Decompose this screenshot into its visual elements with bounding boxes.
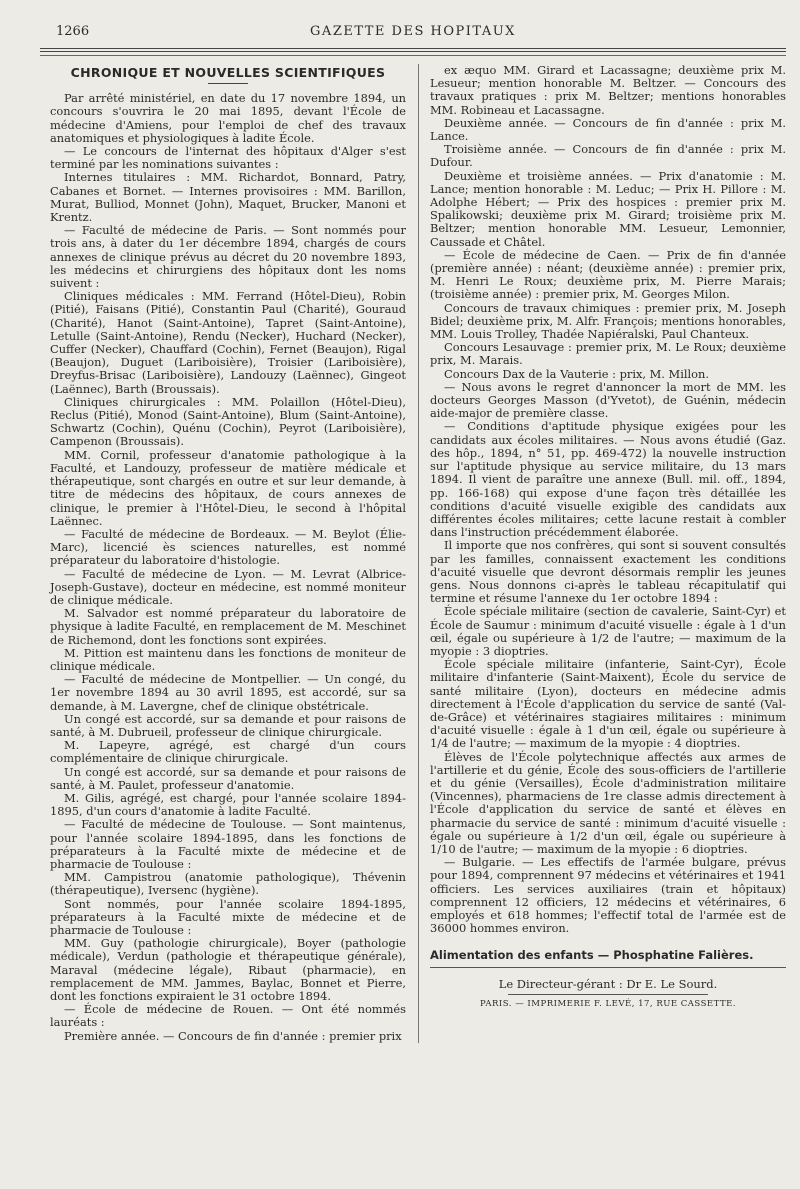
paragraph: Par arrêté ministériel, en date du 17 novembre 1894, un concours s'ouvrira le 20 mai 1895, devant l'École de médecine d'Amiens, pour l'emploi de chef des travaux anatomiques et physiologiques à ladite École. xyxy=(50,91,406,145)
paragraph: Troisième année. — Concours de fin d'année : prix M. Dufour. xyxy=(430,142,786,170)
paragraph: Deuxième et troisième années. — Prix d'anatomie : M. Lance; mention honorable : M. Leduc; — Prix H. Pillore : M. Adolphe Hébert; — Prix des hospices : premier prix M. Spalikowski; deuxième prix M. Girard; troisième prix M. Beltzer; mention honorable MM. Lesueur, Lemonnier, Caussade et Châtel. xyxy=(430,168,786,249)
paragraph: Un congé est accordé, sur sa demande et pour raisons de santé, à M. Paulet, professeur d'anatomie. xyxy=(50,764,406,792)
paragraph: — Faculté de médecine de Bordeaux. — M. Beylot (Élie-Marc), licencié ès sciences naturelles, est nommé préparateur du laboratoire d'histologie. xyxy=(50,526,406,568)
header-rule xyxy=(40,55,786,56)
two-column-body xyxy=(40,64,786,1043)
paragraph: — Nous avons le regret d'annoncer la mort de MM. les docteurs Georges Masson (d'Yvetot), de Guénin, médecin aide-major de première classe. xyxy=(430,379,786,421)
right-column xyxy=(430,64,786,1043)
paragraph: — École de médecine de Caen. — Prix de fin d'année (première année) : néant; (deuxième année) : premier prix, M. Henri Le Roux; deuxième prix, M. Pierre Marais; (troisième année) : premier prix, M. Georges Milon. xyxy=(430,247,786,302)
paragraph: M. Pittion est maintenu dans les fonctions de moniteur de clinique médicale. xyxy=(50,645,406,673)
column-divider xyxy=(418,64,419,1043)
signature: Le Directeur-gérant : Dr E. Le Sourd. xyxy=(498,976,718,991)
paragraph: Deuxième année. — Concours de fin d'année : prix M. Lance. xyxy=(430,115,786,144)
paragraph: Cliniques chirurgicales : MM. Polaillon (Hôtel-Dieu), Reclus (Pitié), Monod (Saint-Antoine), Blum (Saint-Antoine), Schwartz (Cochin), Quénu (Cochin), Peyrot (Lariboisière), Campenon (Broussais). xyxy=(50,394,406,449)
header-double-rule xyxy=(40,48,786,52)
left-paragraphs xyxy=(50,92,406,1043)
paragraph: — Faculté de médecine de Lyon. — M. Levrat (Albrice-Joseph-Gustave), docteur en médecine, est nommé moniteur de clinique médicale. xyxy=(50,566,406,607)
right-paragraphs xyxy=(430,64,786,935)
paragraph: — Bulgarie. — Les effectifs de l'armée bulgare, prévus pour 1894, comprennent 97 médecins et vétérinaires et 1941 officiers. Les services auxiliaires (train et hôpitaux) comprennent 12 officiers, 12 médecins et vétérinaires, 6 employés et 618 hommes; l'effectif total de l'armée est de 36000 hommes environ. xyxy=(430,855,786,936)
imprint: PARIS. — IMPRIMERIE F. LEVÉ, 17, RUE CASSETTE. xyxy=(479,998,737,1009)
paragraph: — École de médecine de Rouen. — Ont été nommés lauréats : xyxy=(50,1002,406,1030)
left-column xyxy=(50,64,406,1043)
paragraph: Élèves de l'École polytechnique affectés aux armes de l'artillerie et du génie, École des sous-officiers de l'artillerie et du génie (Versailles), École d'administration militaire (Vincennes), pharmaciens de 1re classe admis directement à l'École d'application du service de santé et élèves en pharmacie du service de santé : minimum d'acuité visuelle : égale ou supérieure à 1/2 d'un œil, égale ou supérieure à 1/10 de l'autre; — maximum de la myopie : 6 dioptries. xyxy=(430,749,786,856)
paragraph: Première année. — Concours de fin d'année : premier prix xyxy=(64,1028,402,1043)
paragraph: Concours de travaux chimiques : premier prix, M. Joseph Bidel; deuxième prix, M. Alfr. François; mentions honorables, MM. Louis Trolley, Thadée Napiéralski, Paul Chanteux. xyxy=(430,300,786,342)
paragraph: M. Lapeyre, agrégé, est chargé d'un cours complémentaire de clinique chirurgicale. xyxy=(50,738,406,766)
paragraph: ex æquo MM. Girard et Lacassagne; deuxième prix M. Lesueur; mention honorable M. Beltzer. — Concours des travaux pratiques : prix M. Beltzer; mentions honorables MM. Robineau et Lacassagne. xyxy=(430,63,786,117)
title-rule xyxy=(208,83,248,84)
paragraph: M. Salvador est nommé préparateur du laboratoire de physique à ladite Faculté, en remplacement de M. Meschinet de Richemond, dont les fonctions sont expirées. xyxy=(50,606,406,647)
imprint-rule xyxy=(508,994,708,995)
advertisement-rule xyxy=(430,967,786,968)
paragraph: M. Gilis, agrégé, est chargé, pour l'année scolaire 1894-1895, d'un cours d'anatomie à ladite Faculté. xyxy=(50,790,406,819)
paragraph: École spéciale militaire (infanterie, Saint-Cyr), École militaire d'infanterie (Saint-Maixent), École du service de santé militaire (Lyon), docteurs en médecine admis directement à l'École d'application du service de santé (Val-de-Grâce) et vétérinaires stagiaires militaires : minimum d'acuité visuelle : égale à 1 d'un œil, égale ou supérieure à 1/4 de l'autre; — maximum de la myopie : 4 dioptries. xyxy=(430,657,786,751)
paragraph: — Faculté de médecine de Toulouse. — Sont maintenus, pour l'année scolaire 1894-1895, dans les fonctions de préparateurs à la Faculté mixte de médecine et de pharmacie de Toulouse : xyxy=(50,817,406,871)
paragraph: Concours Dax de la Vauterie : prix, M. Millon. xyxy=(444,366,709,381)
paragraph: MM. Campistrou (anatomie pathologique), Thévenin (thérapeutique), Iversenc (hygiène). xyxy=(50,870,406,898)
paragraph: École spéciale militaire (section de cavalerie, Saint-Cyr) et École de Saumur : minimum d'acuité visuelle : égale à 1 d'un œil, égale ou supérieure à 1/2 de l'autre; — maximum de la myopie : 3 dioptries. xyxy=(430,604,786,658)
paragraph: Sont nommés, pour l'année scolaire 1894-1895, préparateurs à la Faculté mixte de médecine et de pharmacie de Toulouse : xyxy=(50,896,406,937)
running-head: GAZETTE DES HOPITAUX xyxy=(310,24,516,39)
paragraph: MM. Cornil, professeur d'anatomie pathologique à la Faculté, et Landouzy, professeur de matière médicale et thérapeutique, sont chargés en outre et sur leur demande, à titre de médecins des hôpitaux, de cours annexes de clinique, le premier à l'Hôtel-Dieu, le second à l'hôpital Laënnec. xyxy=(50,447,406,528)
paragraph: Un congé est accordé, sur sa demande et pour raisons de santé, à M. Dubrueil, professeur de clinique chirurgicale. xyxy=(50,711,406,739)
page-number: 1266 xyxy=(56,24,90,39)
paragraph: Il importe que nos confrères, qui sont si souvent consultés par les familles, connaissent exactement les conditions d'acuité visuelle que devront désormais remplir les jeunes gens. Nous donnons ci-après le tableau récapitulatif qui termine et résume l'annexe du 1er octobre 1894 : xyxy=(430,538,786,606)
advertisement-title: Alimentation des enfants — Phosphatine Falières. xyxy=(430,948,754,963)
page-header xyxy=(40,20,786,42)
paragraph: Internes titulaires : MM. Richardot, Bonnard, Patry, Cabanes et Bornet. — Internes provisoires : MM. Barillon, Murat, Bulliod, Monnet (John), Maquet, Brucker, Manoni et Krentz. xyxy=(50,170,406,225)
paragraph: — Conditions d'aptitude physique exigées pour les candidats aux écoles militaires. — Nous avons étudié (Gaz. des hôp., 1894, n° 51, pp. 469-472) la nouvelle instruction sur l'aptitude physique au service militaire, du 13 mars 1894. Il vient de paraître une annexe (Bull. mil. off., 1894, pp. 166-168) qui expose d'une façon très détaillée les conditions d'acuité visuelle exigible des candidats aux différentes écoles militaires; cette lacune restait à combler dans l'instruction précédemment élaborée. xyxy=(430,419,786,540)
paragraph: — Faculté de médecine de Montpellier. — Un congé, du 1er novembre 1894 au 30 avril 1895, est accordé, sur sa demande, à M. Lavergne, chef de clinique obstétricale. xyxy=(50,672,406,713)
paragraph: Cliniques médicales : MM. Ferrand (Hôtel-Dieu), Robin (Pitié), Faisans (Pitié), Constantin Paul (Charité), Gouraud (Charité), Hanot (Saint-Antoine), Tapret (Saint-Antoine), Letulle (Saint-Antoine), Rendu (Necker), Huchard (Necker), Cuffer (Necker), Chauffard (Cochin), Fernet (Beaujon), Rigal (Beaujon), Duguet (Lariboisière), Troisier (Lariboisière), Dreyfus-Brisac (Lariboisière), Landouzy (Laënnec), Gingeot (Laënnec), Barth (Broussais). xyxy=(50,289,406,396)
section-title: CHRONIQUE ET NOUVELLES SCIENTIFIQUES xyxy=(70,65,386,80)
paragraph: MM. Guy (pathologie chirurgicale), Boyer (pathologie médicale), Verdun (pathologie et thérapeutique générale), Maraval (médecine légale), Ribaut (pharmacie), en remplacement de MM. Jammes, Baylac, Bonnet et Pierre, dont les fonctions expiraient le 31 octobre 1894. xyxy=(50,936,406,1004)
paragraph: Concours Lesauvage : premier prix, M. Le Roux; deuxième prix, M. Marais. xyxy=(430,340,786,368)
paragraph: — Le concours de l'internat des hôpitaux d'Alger s'est terminé par les nominations suivantes : xyxy=(50,144,406,172)
paragraph: — Faculté de médecine de Paris. — Sont nommés pour trois ans, à dater du 1er décembre 1894, chargés de cours annexes de clinique prévus au décret du 20 novembre 1893, les médecins et chirurgiens des hôpitaux dont les noms suivent : xyxy=(50,223,406,291)
